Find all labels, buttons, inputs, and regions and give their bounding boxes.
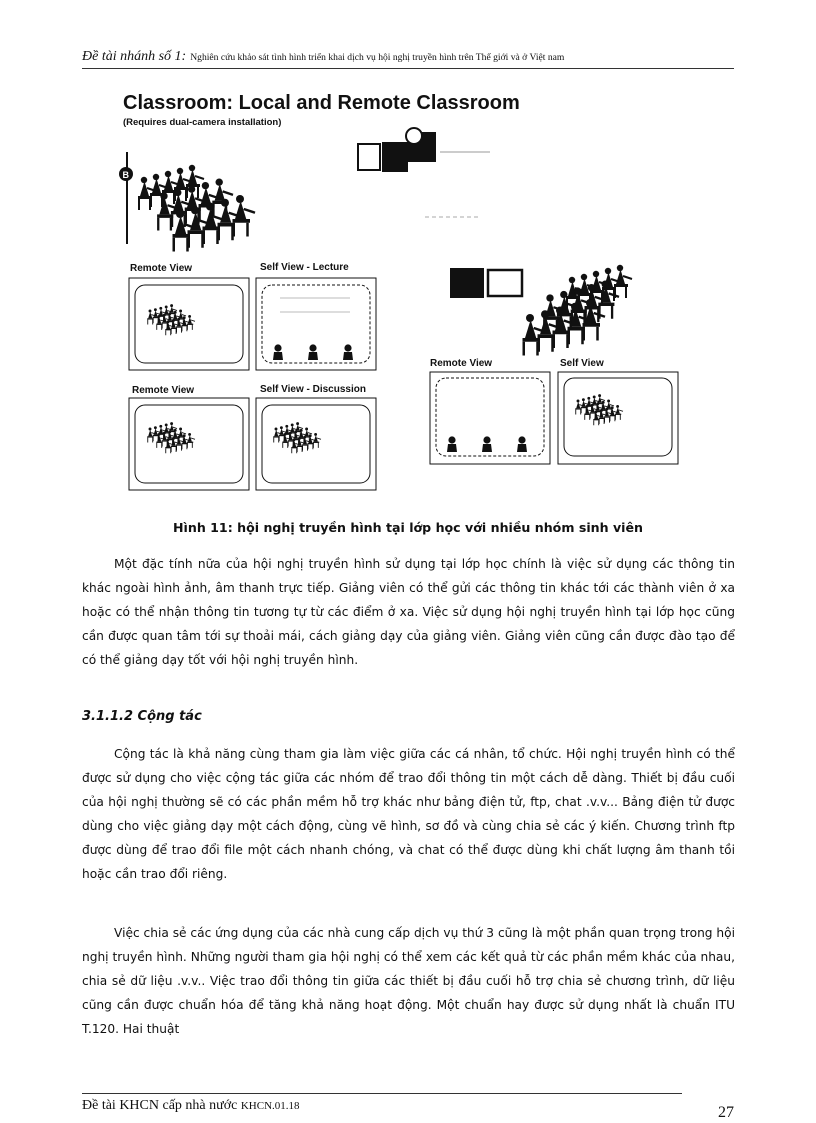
remote-camera-icon xyxy=(450,268,522,298)
label-remote-view-3: Remote View xyxy=(430,358,493,369)
section-heading: 3.1.1.2 Cộng tác xyxy=(82,709,202,724)
page-footer xyxy=(82,1098,300,1114)
panel-remote-view-3 xyxy=(430,372,550,464)
label-self-view-lecture: Self View - Lecture xyxy=(260,262,349,273)
panel-self-view-discussion xyxy=(256,398,376,490)
header-project-title: Nghiên cứu khảo sát tình hình triển khai dịch vụ hội nghị truyền hình trên Thế giới và ở Việt nam xyxy=(190,52,565,63)
figure-caption: Hình 11: hội nghị truyền hình tại lớp học với nhiều nhóm sinh viên xyxy=(173,520,643,535)
page-number: 27 xyxy=(718,1104,734,1121)
marker-b: B xyxy=(122,170,129,180)
paragraph-2 xyxy=(82,742,735,886)
panel-remote-view-1 xyxy=(129,278,249,370)
label-remote-view-1: Remote View xyxy=(130,263,193,274)
camera-a-icon xyxy=(358,128,490,217)
footer-code: KHCN.01.18 xyxy=(240,1100,300,1112)
figure-title: Classroom: Local and Remote Classroom xyxy=(123,92,520,114)
header-project-label: Đề tài nhánh số 1: xyxy=(82,49,187,64)
paragraph-2-text: Cộng tác là khả năng cùng tham gia làm việc giữa các cá nhân, tổ chức. Hội nghị truyền hình có thể được sử dụng cho việc cộng tác giữa các nhóm để trao đổi thông tin một cách dễ dàng. Thiết bị đầu cuối của hội nghị thường sẽ có các phần mềm hỗ trợ khác như bảng điện tử, ftp, chat .v.v... Bảng điện tử được dùng cho việc giảng dạy một cách động, cùng vẽ hình, sơ đồ và cùng chia sẻ các ý kiến. Chương trình ftp được dùng để trao đổi file một cách nhanh chóng, và chat có thể được dùng khi chất lượng âm thanh tồi hoặc cần trao đổi riêng. xyxy=(82,747,735,881)
running-header xyxy=(82,47,732,65)
panel-self-view-lecture xyxy=(256,278,376,370)
paragraph-3-text: Việc chia sẻ các ứng dụng của các nhà cung cấp dịch vụ thứ 3 cũng là một phần quan trọng trong hội nghị truyền hình. Những người tham gia hội nghị có thể xem các kết quả từ các phần mềm khác của nhau, chia sẻ dữ liệu .v.v.. Việc trao đổi thông tin giữa các thiết bị đầu cuối hỗ trợ chia sẻ chương trình, dữ liệu cũng cần được chuẩn hóa để tăng khả năng hoạt động. Một chuẩn hay được sử dụng nhất là chuẩn ITU T.120. Hai thuật xyxy=(82,926,735,1036)
label-remote-view-2: Remote View xyxy=(132,385,195,396)
panel-remote-view-2 xyxy=(129,398,249,490)
footer-text: Đề tài KHCN cấp nhà nước xyxy=(82,1098,238,1113)
classroom-illustration xyxy=(110,92,710,504)
label-self-view-discussion: Self View - Discussion xyxy=(260,384,366,395)
classroom-figure xyxy=(110,92,710,504)
local-classroom-students xyxy=(119,152,255,252)
footer-divider xyxy=(82,1093,682,1094)
figure-subtitle: (Requires dual-camera installation) xyxy=(123,117,282,128)
header-divider xyxy=(82,68,734,69)
paragraph-1 xyxy=(82,552,735,672)
remote-classroom-students xyxy=(523,265,633,356)
panel-self-view-3 xyxy=(558,372,678,464)
paragraph-1-text: Một đặc tính nữa của hội nghị truyền hình sử dụng tại lớp học chính là việc sử dụng các thông tin khác ngoài hình ảnh, âm thanh trực tiếp. Giảng viên có thể gửi các thông tin khác tới các thành viên ở xa hoặc có thể nhận thông tin tương tự từ các điểm ở xa. Việc sử dụng hội nghị truyền hình tại lớp học cũng cần được quan tâm tới sự thoải mái, cách giảng dạy của giảng viên. Giảng viên cũng cần được đào tạo để có thể giảng dạy tốt với hội nghị truyền hình. xyxy=(82,557,735,667)
paragraph-3 xyxy=(82,921,735,1041)
label-self-view-3: Self View xyxy=(560,358,604,369)
